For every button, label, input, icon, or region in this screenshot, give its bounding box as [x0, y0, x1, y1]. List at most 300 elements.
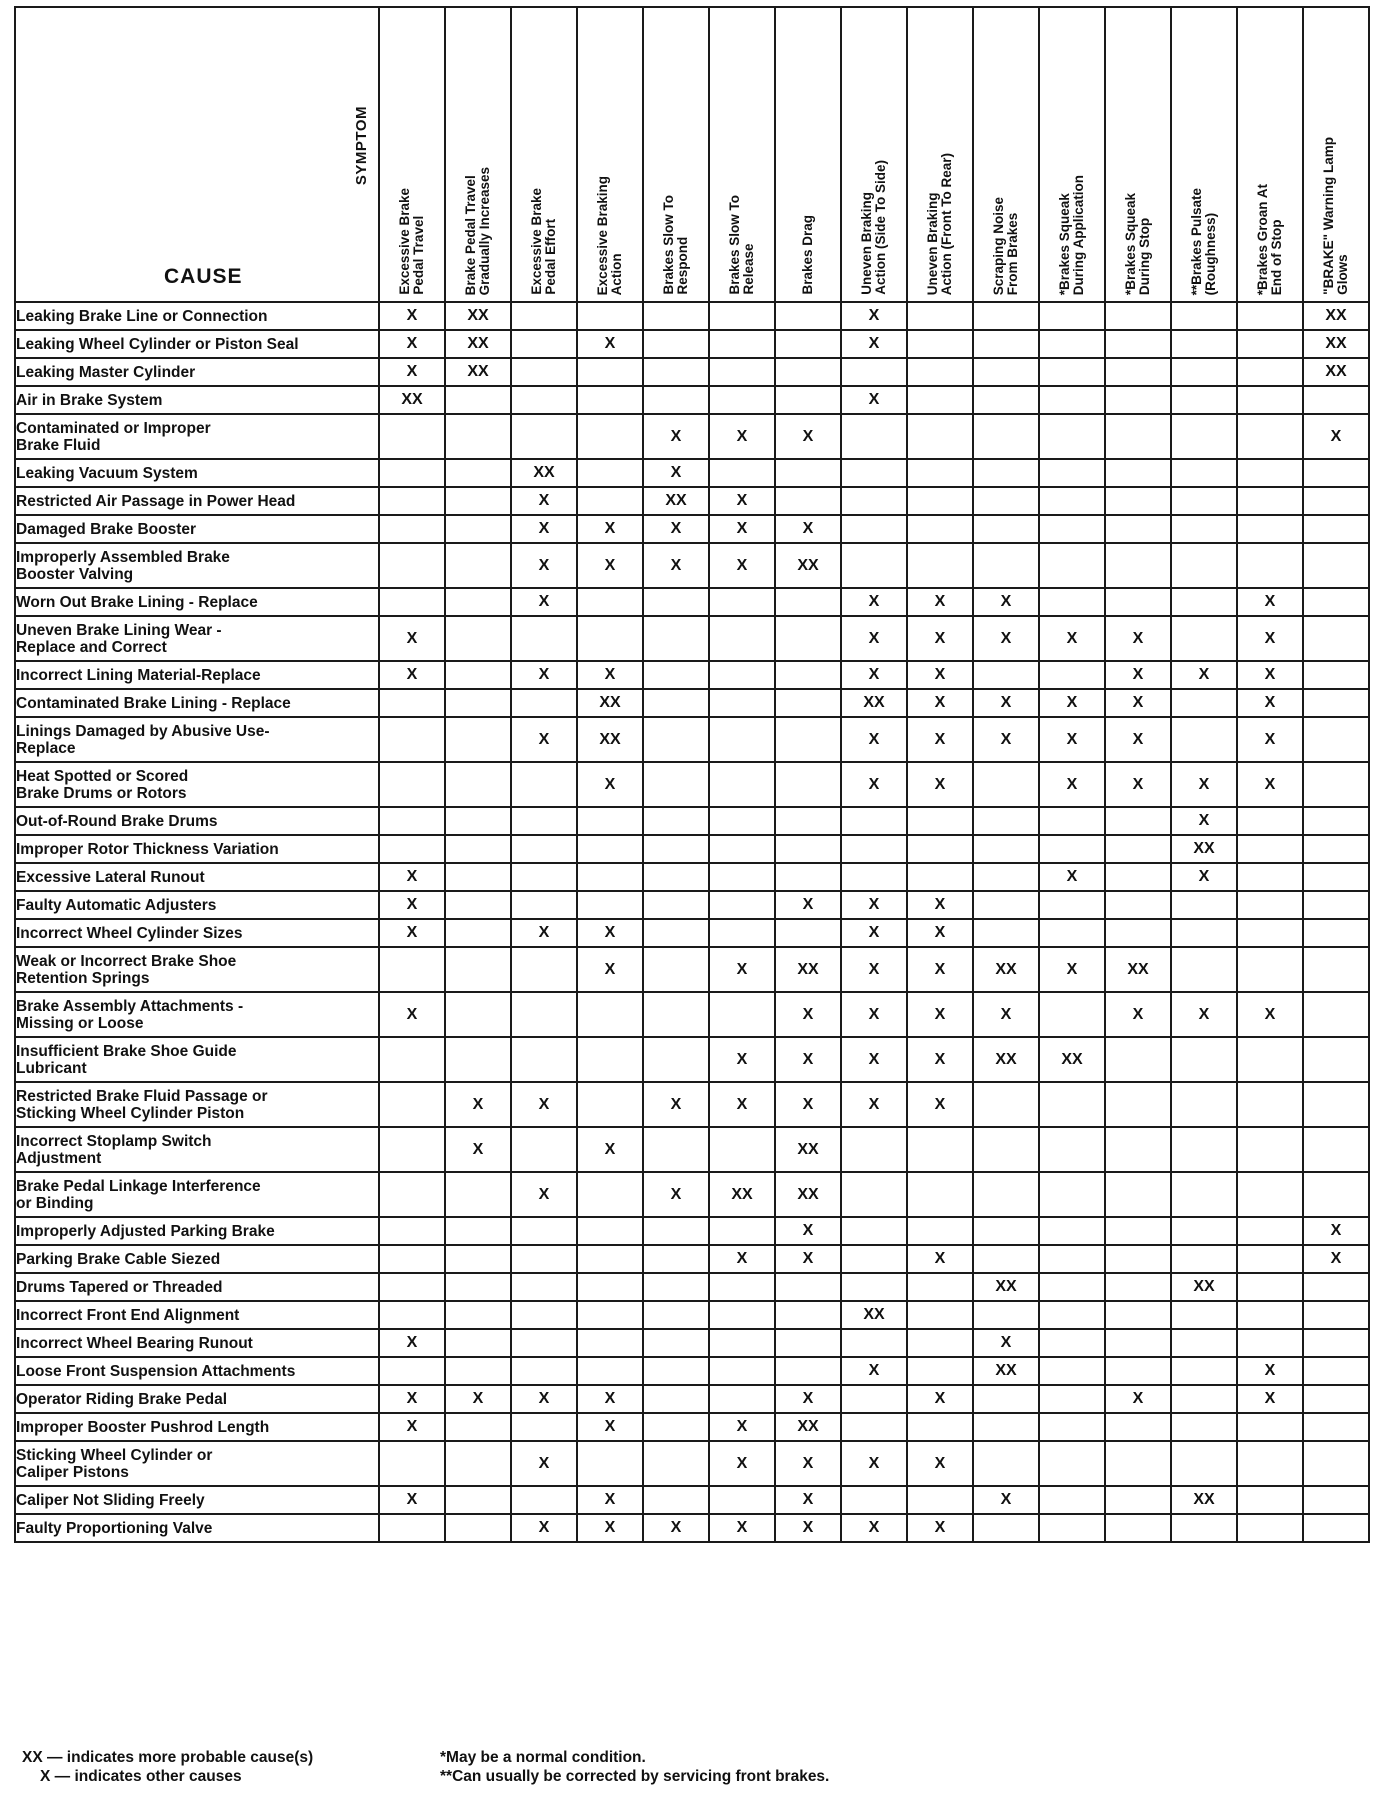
- cause-cell: Improperly Assembled Brake Booster Valving: [15, 543, 379, 588]
- mark-cell: [445, 1301, 511, 1329]
- mark-cell: [577, 1441, 643, 1486]
- mark-cell: [1171, 302, 1237, 330]
- cause-cell: Operator Riding Brake Pedal: [15, 1385, 379, 1413]
- symptom-label: *Brakes Groan At End of Stop: [1255, 183, 1284, 295]
- mark-cell: [1039, 358, 1105, 386]
- mark-cell: [973, 1441, 1039, 1486]
- mark-cell: [445, 487, 511, 515]
- mark-cell: X: [643, 1514, 709, 1542]
- mark-cell: X: [511, 717, 577, 762]
- mark-cell: [643, 1441, 709, 1486]
- mark-cell: XX: [709, 1172, 775, 1217]
- mark-cell: X: [577, 1486, 643, 1514]
- mark-cell: [1237, 1301, 1303, 1329]
- mark-cell: [1105, 487, 1171, 515]
- mark-cell: [379, 515, 445, 543]
- mark-cell: [841, 487, 907, 515]
- mark-cell: X: [973, 1329, 1039, 1357]
- mark-cell: [643, 1329, 709, 1357]
- mark-cell: [1039, 1486, 1105, 1514]
- mark-cell: [511, 863, 577, 891]
- mark-cell: [511, 762, 577, 807]
- mark-cell: XX: [973, 947, 1039, 992]
- mark-cell: [1303, 919, 1369, 947]
- mark-cell: [643, 717, 709, 762]
- mark-cell: [643, 661, 709, 689]
- mark-cell: [1237, 891, 1303, 919]
- mark-cell: [709, 302, 775, 330]
- mark-cell: [973, 543, 1039, 588]
- cause-cell: Restricted Brake Fluid Passage or Sticking Wheel Cylinder Piston: [15, 1082, 379, 1127]
- symptom-header: [841, 7, 907, 302]
- mark-cell: [973, 891, 1039, 919]
- mark-cell: [1171, 1037, 1237, 1082]
- mark-cell: [1171, 414, 1237, 459]
- mark-cell: [445, 1329, 511, 1357]
- mark-cell: [1105, 543, 1171, 588]
- symptom-header: [1039, 7, 1105, 302]
- mark-cell: [1171, 1301, 1237, 1329]
- cause-cell: Brake Pedal Linkage Interference or Binding: [15, 1172, 379, 1217]
- table-row: [15, 616, 1369, 661]
- mark-cell: [1303, 762, 1369, 807]
- table-row: [15, 588, 1369, 616]
- mark-cell: [1303, 543, 1369, 588]
- mark-cell: X: [1039, 717, 1105, 762]
- symptom-header: [907, 7, 973, 302]
- mark-cell: [1105, 358, 1171, 386]
- mark-cell: [1303, 1514, 1369, 1542]
- mark-cell: [1039, 487, 1105, 515]
- mark-cell: X: [709, 1514, 775, 1542]
- mark-cell: X: [577, 330, 643, 358]
- mark-cell: [1303, 835, 1369, 863]
- mark-cell: X: [709, 1037, 775, 1082]
- mark-cell: [577, 1329, 643, 1357]
- mark-cell: X: [511, 1082, 577, 1127]
- mark-cell: X: [1237, 762, 1303, 807]
- mark-cell: XX: [1039, 1037, 1105, 1082]
- mark-cell: [1105, 835, 1171, 863]
- mark-cell: [709, 1486, 775, 1514]
- mark-cell: X: [577, 515, 643, 543]
- table-row: [15, 302, 1369, 330]
- mark-cell: [1303, 1413, 1369, 1441]
- mark-cell: XX: [577, 717, 643, 762]
- mark-cell: [1039, 1301, 1105, 1329]
- mark-cell: [709, 835, 775, 863]
- mark-cell: [511, 1245, 577, 1273]
- mark-cell: X: [379, 992, 445, 1037]
- mark-cell: X: [907, 1245, 973, 1273]
- mark-cell: [1303, 1357, 1369, 1385]
- mark-cell: [709, 762, 775, 807]
- mark-cell: [709, 891, 775, 919]
- mark-cell: [709, 386, 775, 414]
- mark-cell: [907, 459, 973, 487]
- mark-cell: [643, 1385, 709, 1413]
- mark-cell: X: [1237, 616, 1303, 661]
- mark-cell: X: [577, 919, 643, 947]
- mark-cell: [1171, 588, 1237, 616]
- mark-cell: [1171, 1413, 1237, 1441]
- mark-cell: [775, 1329, 841, 1357]
- cause-cell: Restricted Air Passage in Power Head: [15, 487, 379, 515]
- mark-cell: X: [1237, 588, 1303, 616]
- mark-cell: [1237, 1037, 1303, 1082]
- symptom-header: [1171, 7, 1237, 302]
- mark-cell: [1237, 1217, 1303, 1245]
- mark-cell: [643, 588, 709, 616]
- cause-cell: Incorrect Front End Alignment: [15, 1301, 379, 1329]
- table-row: [15, 414, 1369, 459]
- mark-cell: [643, 1127, 709, 1172]
- mark-cell: X: [1303, 414, 1369, 459]
- mark-cell: [1039, 1273, 1105, 1301]
- mark-cell: [1039, 1329, 1105, 1357]
- mark-cell: X: [973, 616, 1039, 661]
- mark-cell: [1237, 1082, 1303, 1127]
- mark-cell: [907, 1301, 973, 1329]
- mark-cell: X: [577, 1413, 643, 1441]
- mark-cell: [445, 459, 511, 487]
- mark-cell: [643, 616, 709, 661]
- mark-cell: [1237, 807, 1303, 835]
- mark-cell: [511, 1217, 577, 1245]
- table-row: [15, 1245, 1369, 1273]
- cause-cell: Improper Booster Pushrod Length: [15, 1413, 379, 1441]
- mark-cell: X: [709, 1413, 775, 1441]
- mark-cell: X: [379, 1413, 445, 1441]
- table-row: [15, 1273, 1369, 1301]
- mark-cell: [907, 1217, 973, 1245]
- mark-cell: [1303, 1037, 1369, 1082]
- mark-cell: [841, 543, 907, 588]
- mark-cell: [1105, 1127, 1171, 1172]
- mark-cell: [511, 1486, 577, 1514]
- table-row: [15, 1127, 1369, 1172]
- mark-cell: [841, 835, 907, 863]
- mark-cell: [643, 807, 709, 835]
- mark-cell: [379, 1172, 445, 1217]
- table-row: [15, 1329, 1369, 1357]
- mark-cell: XX: [1171, 1273, 1237, 1301]
- mark-cell: [577, 414, 643, 459]
- mark-cell: XX: [1171, 1486, 1237, 1514]
- mark-cell: X: [907, 616, 973, 661]
- mark-cell: [1039, 1413, 1105, 1441]
- mark-cell: [445, 515, 511, 543]
- mark-cell: [907, 1127, 973, 1172]
- symptom-label: Brakes Slow To Release: [727, 195, 756, 295]
- mark-cell: [1171, 947, 1237, 992]
- mark-cell: [841, 1385, 907, 1413]
- mark-cell: X: [1303, 1217, 1369, 1245]
- mark-cell: [1237, 1514, 1303, 1542]
- mark-cell: [973, 302, 1039, 330]
- mark-cell: [445, 1514, 511, 1542]
- mark-cell: [841, 459, 907, 487]
- table-row: [15, 717, 1369, 762]
- mark-cell: [709, 1357, 775, 1385]
- symptom-header: [511, 7, 577, 302]
- mark-cell: [1039, 414, 1105, 459]
- mark-cell: [643, 386, 709, 414]
- mark-cell: [907, 358, 973, 386]
- mark-cell: [577, 487, 643, 515]
- mark-cell: [379, 1357, 445, 1385]
- mark-cell: XX: [643, 487, 709, 515]
- mark-cell: [775, 807, 841, 835]
- mark-cell: [379, 414, 445, 459]
- symptom-header: [1303, 7, 1369, 302]
- mark-cell: [1039, 1127, 1105, 1172]
- mark-cell: [1039, 1514, 1105, 1542]
- table-row: [15, 835, 1369, 863]
- mark-cell: [1237, 1441, 1303, 1486]
- mark-cell: X: [379, 891, 445, 919]
- mark-cell: [1171, 891, 1237, 919]
- mark-cell: X: [643, 414, 709, 459]
- mark-cell: [709, 992, 775, 1037]
- mark-cell: [511, 616, 577, 661]
- cause-cell: Loose Front Suspension Attachments: [15, 1357, 379, 1385]
- mark-cell: X: [841, 919, 907, 947]
- mark-cell: [1105, 459, 1171, 487]
- mark-cell: [1105, 1082, 1171, 1127]
- mark-cell: [577, 1082, 643, 1127]
- cause-cell: Linings Damaged by Abusive Use- Replace: [15, 717, 379, 762]
- mark-cell: [775, 616, 841, 661]
- mark-cell: [973, 1385, 1039, 1413]
- mark-cell: [1303, 588, 1369, 616]
- mark-cell: X: [907, 947, 973, 992]
- mark-cell: [577, 386, 643, 414]
- mark-cell: X: [775, 1037, 841, 1082]
- mark-cell: [973, 919, 1039, 947]
- mark-cell: X: [841, 616, 907, 661]
- cause-cell: Drums Tapered or Threaded: [15, 1273, 379, 1301]
- mark-cell: X: [1105, 661, 1171, 689]
- table-row: [15, 1441, 1369, 1486]
- cause-cell: Incorrect Lining Material-Replace: [15, 661, 379, 689]
- mark-cell: [907, 807, 973, 835]
- symptom-label: Excessive Braking Action: [595, 175, 624, 295]
- mark-cell: [643, 1217, 709, 1245]
- table-row: [15, 1514, 1369, 1542]
- mark-cell: X: [907, 1441, 973, 1486]
- mark-cell: [1039, 1441, 1105, 1486]
- symptom-label: Excessive Brake Pedal Travel: [397, 188, 426, 295]
- mark-cell: [1105, 1514, 1171, 1542]
- mark-cell: [1105, 302, 1171, 330]
- mark-cell: [1171, 1441, 1237, 1486]
- mark-cell: [445, 588, 511, 616]
- mark-cell: XX: [1303, 330, 1369, 358]
- table-row: [15, 661, 1369, 689]
- mark-cell: [1303, 1441, 1369, 1486]
- mark-cell: [1105, 891, 1171, 919]
- mark-cell: [379, 1082, 445, 1127]
- mark-cell: [577, 863, 643, 891]
- mark-cell: [1039, 807, 1105, 835]
- mark-cell: X: [643, 459, 709, 487]
- mark-cell: [1303, 807, 1369, 835]
- mark-cell: [973, 515, 1039, 543]
- mark-cell: XX: [973, 1357, 1039, 1385]
- mark-cell: [775, 459, 841, 487]
- mark-cell: X: [577, 947, 643, 992]
- mark-cell: [1171, 616, 1237, 661]
- mark-cell: X: [379, 616, 445, 661]
- mark-cell: X: [511, 1441, 577, 1486]
- mark-cell: XX: [445, 358, 511, 386]
- mark-cell: [643, 330, 709, 358]
- mark-cell: XX: [775, 1172, 841, 1217]
- mark-cell: [1039, 459, 1105, 487]
- mark-cell: [907, 414, 973, 459]
- mark-cell: XX: [445, 302, 511, 330]
- mark-cell: X: [907, 919, 973, 947]
- mark-cell: [1039, 1245, 1105, 1273]
- mark-cell: [511, 807, 577, 835]
- mark-cell: [1105, 863, 1171, 891]
- mark-cell: X: [511, 588, 577, 616]
- mark-cell: [775, 835, 841, 863]
- mark-cell: X: [1237, 1385, 1303, 1413]
- mark-cell: X: [1171, 661, 1237, 689]
- mark-cell: [379, 1037, 445, 1082]
- mark-cell: [709, 588, 775, 616]
- mark-cell: [643, 835, 709, 863]
- mark-cell: X: [511, 487, 577, 515]
- mark-cell: [577, 588, 643, 616]
- mark-cell: [1105, 1329, 1171, 1357]
- mark-cell: X: [643, 1082, 709, 1127]
- legend-notes: [440, 1748, 829, 1786]
- cause-cell: Parking Brake Cable Siezed: [15, 1245, 379, 1273]
- mark-cell: X: [709, 1441, 775, 1486]
- mark-cell: [643, 891, 709, 919]
- mark-cell: [1039, 330, 1105, 358]
- mark-cell: X: [841, 1514, 907, 1542]
- mark-cell: [1303, 487, 1369, 515]
- mark-cell: [445, 1245, 511, 1273]
- mark-cell: [445, 414, 511, 459]
- mark-cell: X: [907, 588, 973, 616]
- mark-cell: [973, 762, 1039, 807]
- mark-cell: [775, 330, 841, 358]
- mark-cell: X: [841, 717, 907, 762]
- mark-cell: [1171, 1082, 1237, 1127]
- mark-cell: [577, 1273, 643, 1301]
- symptom-label: Brakes Drag: [800, 215, 815, 295]
- table-row: [15, 543, 1369, 588]
- mark-cell: X: [511, 515, 577, 543]
- mark-cell: X: [577, 661, 643, 689]
- mark-cell: [907, 302, 973, 330]
- table-row: [15, 992, 1369, 1037]
- mark-cell: [577, 616, 643, 661]
- cause-cell: Incorrect Wheel Cylinder Sizes: [15, 919, 379, 947]
- mark-cell: X: [379, 330, 445, 358]
- mark-cell: X: [379, 661, 445, 689]
- mark-cell: [1171, 1329, 1237, 1357]
- mark-cell: [643, 358, 709, 386]
- cause-cell: Faulty Proportioning Valve: [15, 1514, 379, 1542]
- mark-cell: [511, 1127, 577, 1172]
- mark-cell: [709, 1329, 775, 1357]
- cause-cell: Damaged Brake Booster: [15, 515, 379, 543]
- cause-cell: Leaking Wheel Cylinder or Piston Seal: [15, 330, 379, 358]
- mark-cell: [577, 1301, 643, 1329]
- mark-cell: X: [643, 543, 709, 588]
- mark-cell: [841, 1217, 907, 1245]
- mark-cell: [1105, 515, 1171, 543]
- symptom-label: *Brakes Squeak During Application: [1057, 174, 1086, 295]
- mark-cell: [643, 1245, 709, 1273]
- mark-cell: [1303, 1172, 1369, 1217]
- mark-cell: [511, 414, 577, 459]
- mark-cell: [1303, 661, 1369, 689]
- mark-cell: [709, 616, 775, 661]
- mark-cell: [379, 1217, 445, 1245]
- mark-cell: X: [577, 543, 643, 588]
- mark-cell: [1237, 358, 1303, 386]
- mark-cell: [379, 543, 445, 588]
- mark-cell: [643, 863, 709, 891]
- mark-cell: [445, 762, 511, 807]
- mark-cell: [1303, 717, 1369, 762]
- mark-cell: [445, 386, 511, 414]
- mark-cell: [1303, 515, 1369, 543]
- table-row: [15, 1413, 1369, 1441]
- mark-cell: X: [577, 762, 643, 807]
- mark-cell: X: [907, 1037, 973, 1082]
- mark-cell: [709, 1127, 775, 1172]
- mark-cell: [973, 1245, 1039, 1273]
- mark-cell: [1039, 1217, 1105, 1245]
- cause-cell: Heat Spotted or Scored Brake Drums or Rotors: [15, 762, 379, 807]
- mark-cell: XX: [775, 947, 841, 992]
- mark-cell: [1303, 1273, 1369, 1301]
- mark-cell: X: [1039, 947, 1105, 992]
- symptom-axis-label: SYMPTOM: [353, 106, 370, 186]
- mark-cell: [643, 1273, 709, 1301]
- legend-note-normal: *May be a normal condition.: [440, 1749, 646, 1766]
- mark-cell: [1303, 1301, 1369, 1329]
- mark-cell: [1237, 543, 1303, 588]
- mark-cell: X: [1303, 1245, 1369, 1273]
- mark-cell: [1105, 1037, 1171, 1082]
- mark-cell: X: [973, 1486, 1039, 1514]
- symptom-header: [643, 7, 709, 302]
- mark-cell: X: [709, 1082, 775, 1127]
- mark-cell: [907, 543, 973, 588]
- symptom-header: [775, 7, 841, 302]
- mark-cell: XX: [511, 459, 577, 487]
- mark-cell: [907, 515, 973, 543]
- cause-cell: Uneven Brake Lining Wear - Replace and Correct: [15, 616, 379, 661]
- mark-cell: [577, 1357, 643, 1385]
- mark-cell: [445, 1441, 511, 1486]
- mark-cell: X: [709, 487, 775, 515]
- mark-cell: [973, 863, 1039, 891]
- mark-cell: [379, 835, 445, 863]
- mark-cell: X: [841, 891, 907, 919]
- mark-cell: XX: [1171, 835, 1237, 863]
- mark-cell: [1171, 358, 1237, 386]
